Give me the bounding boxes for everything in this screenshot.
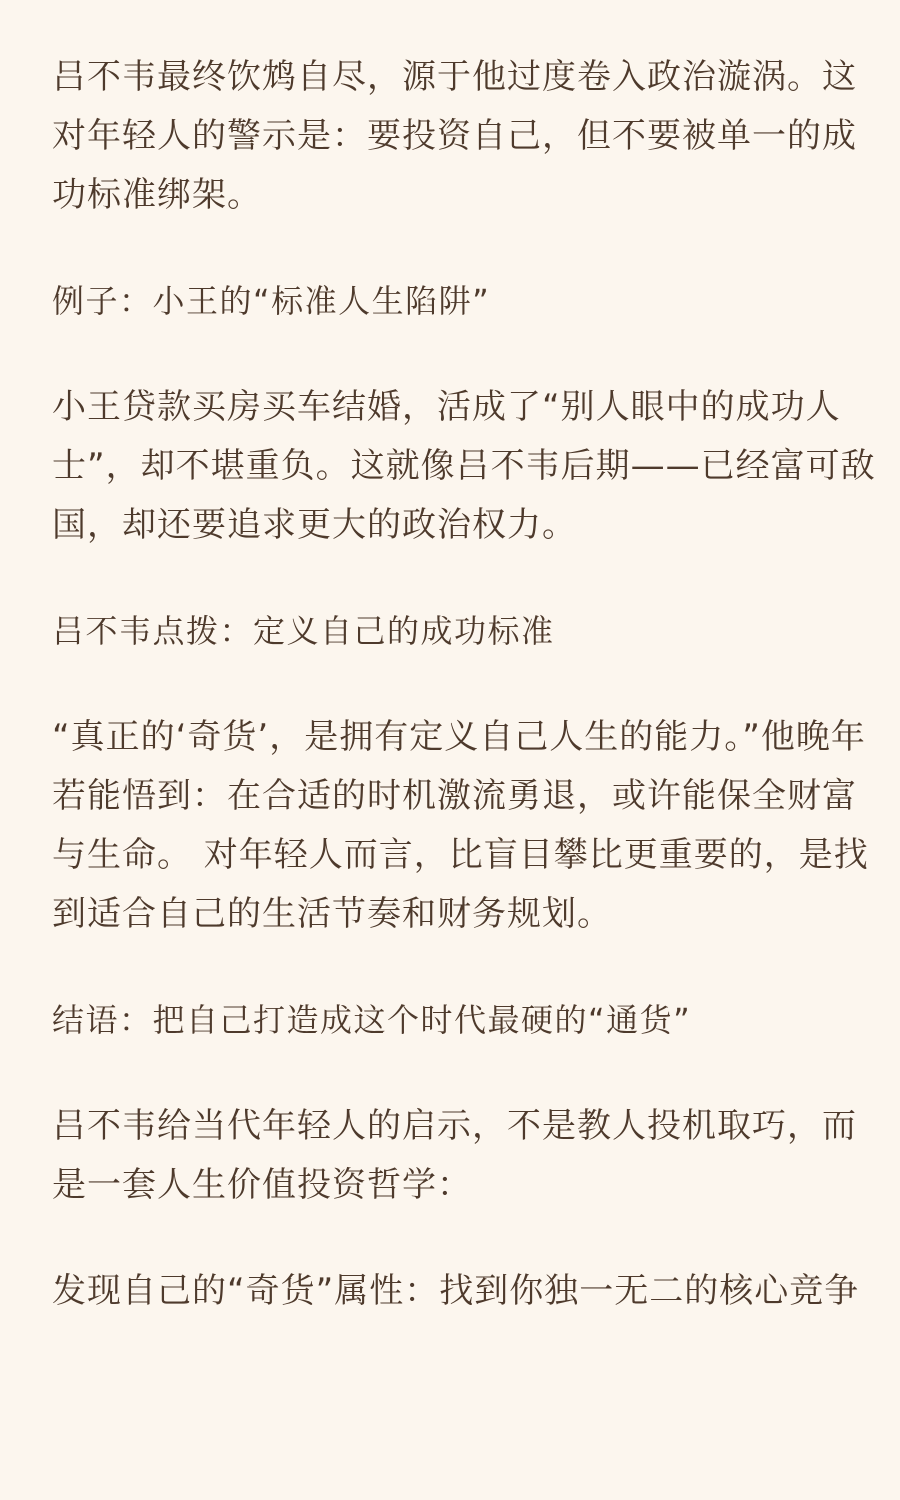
- paragraph-list-item: 发现自己的“奇货”属性：找到你独一无二的核心竞争: [52, 1271, 860, 1311]
- section-heading-conclusion: 结语：把自己打造成这个时代最硬的“通货”: [52, 1001, 692, 1039]
- section-heading-advice: 吕不韦点拨：定义自己的成功标准: [52, 612, 555, 650]
- section-heading-example: 例子：小王的“标准人生陷阱”: [52, 282, 491, 320]
- paragraph-warning: 吕不韦最终饮鸩自尽，源于他过度卷入政治漩涡。这 对年轻人的警示是：要投资自己，但不要被单一的成 功标准绑架。: [52, 57, 857, 215]
- paragraph-example: 小王贷款买房买车结婚，活成了“别人眼中的成功人 士”，却不堪重负。这就像吕不韦后期——已经富可敌 国，却还要追求更大的政治权力。: [52, 387, 876, 545]
- paragraph-advice: “真正的‘奇货’，是拥有定义自己人生的能力。”他晚年 若能悟到：在合适的时机激流勇退，或许能保全财富 与生命。 对年轻人而言，比盲目攀比更重要的，是找 到适合自己的生活节奏和财务规划。: [52, 717, 869, 934]
- paragraph-conclusion: 吕不韦给当代年轻人的启示，不是教人投机取巧，而 是一套人生价值投资哲学：: [52, 1106, 857, 1205]
